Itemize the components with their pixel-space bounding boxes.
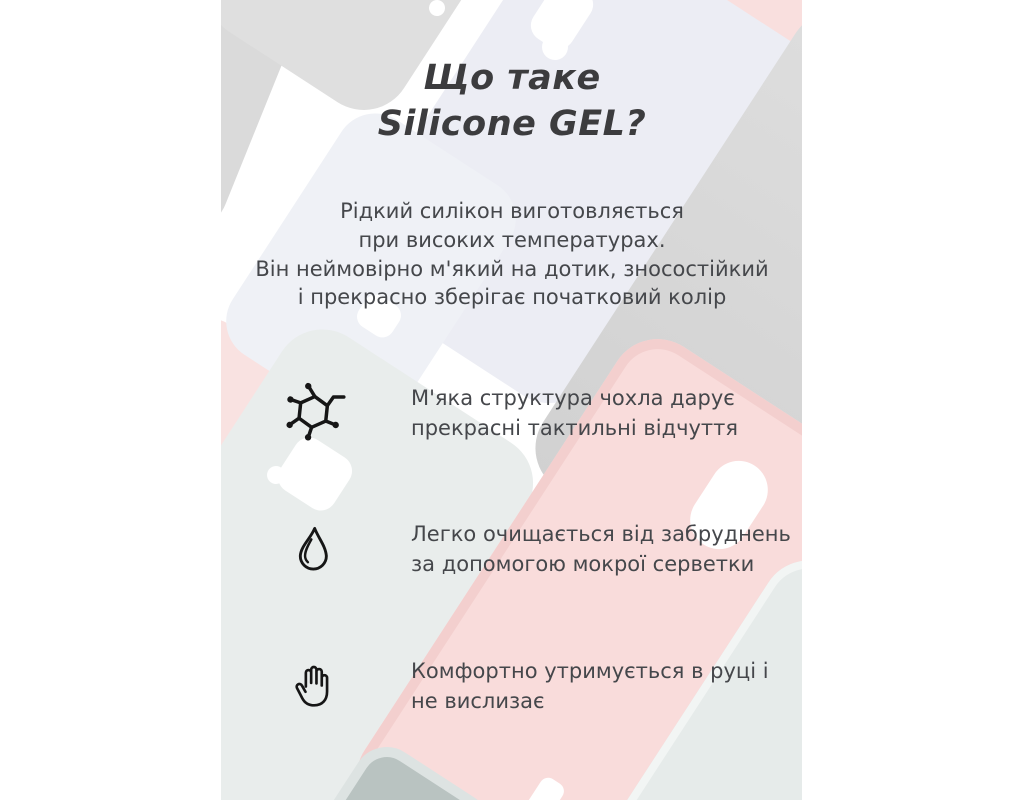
- title-line-1: Що таке: [423, 58, 601, 98]
- page-title: [0, 56, 1024, 147]
- intro-line: Він неймовірно м'який на дотик, зносостійкий: [255, 256, 769, 281]
- feature-row-easy-clean: [277, 508, 791, 592]
- feature-line: Легко очищається від забруднень: [411, 522, 791, 547]
- feature-line: Комфортно утримується в руці і: [411, 659, 769, 684]
- feature-line: прекрасні тактильні відчуття: [411, 416, 739, 440]
- feature-row-soft-structure: [277, 372, 738, 456]
- feature-line: не вислизає: [411, 689, 545, 713]
- feature-line: за допомогою мокрої серветки: [411, 552, 755, 576]
- hand-icon: [277, 662, 349, 713]
- water-drop-icon: [277, 524, 349, 577]
- feature-line: М'яка структура чохла дарує: [411, 386, 735, 411]
- title-line-2: Silicone GEL?: [377, 103, 647, 144]
- intro-paragraph: [0, 197, 1024, 312]
- feature-row-comfort-grip: [277, 645, 769, 729]
- intro-line: і прекрасно зберігає початковий колір: [297, 285, 727, 310]
- intro-line: Рідкий силікон виготовляється: [340, 199, 684, 223]
- intro-line: при високих температурах.: [358, 227, 666, 252]
- feature-text: [411, 384, 738, 444]
- feature-text: [411, 657, 769, 717]
- molecule-icon: [277, 381, 349, 447]
- feature-text: [411, 520, 791, 580]
